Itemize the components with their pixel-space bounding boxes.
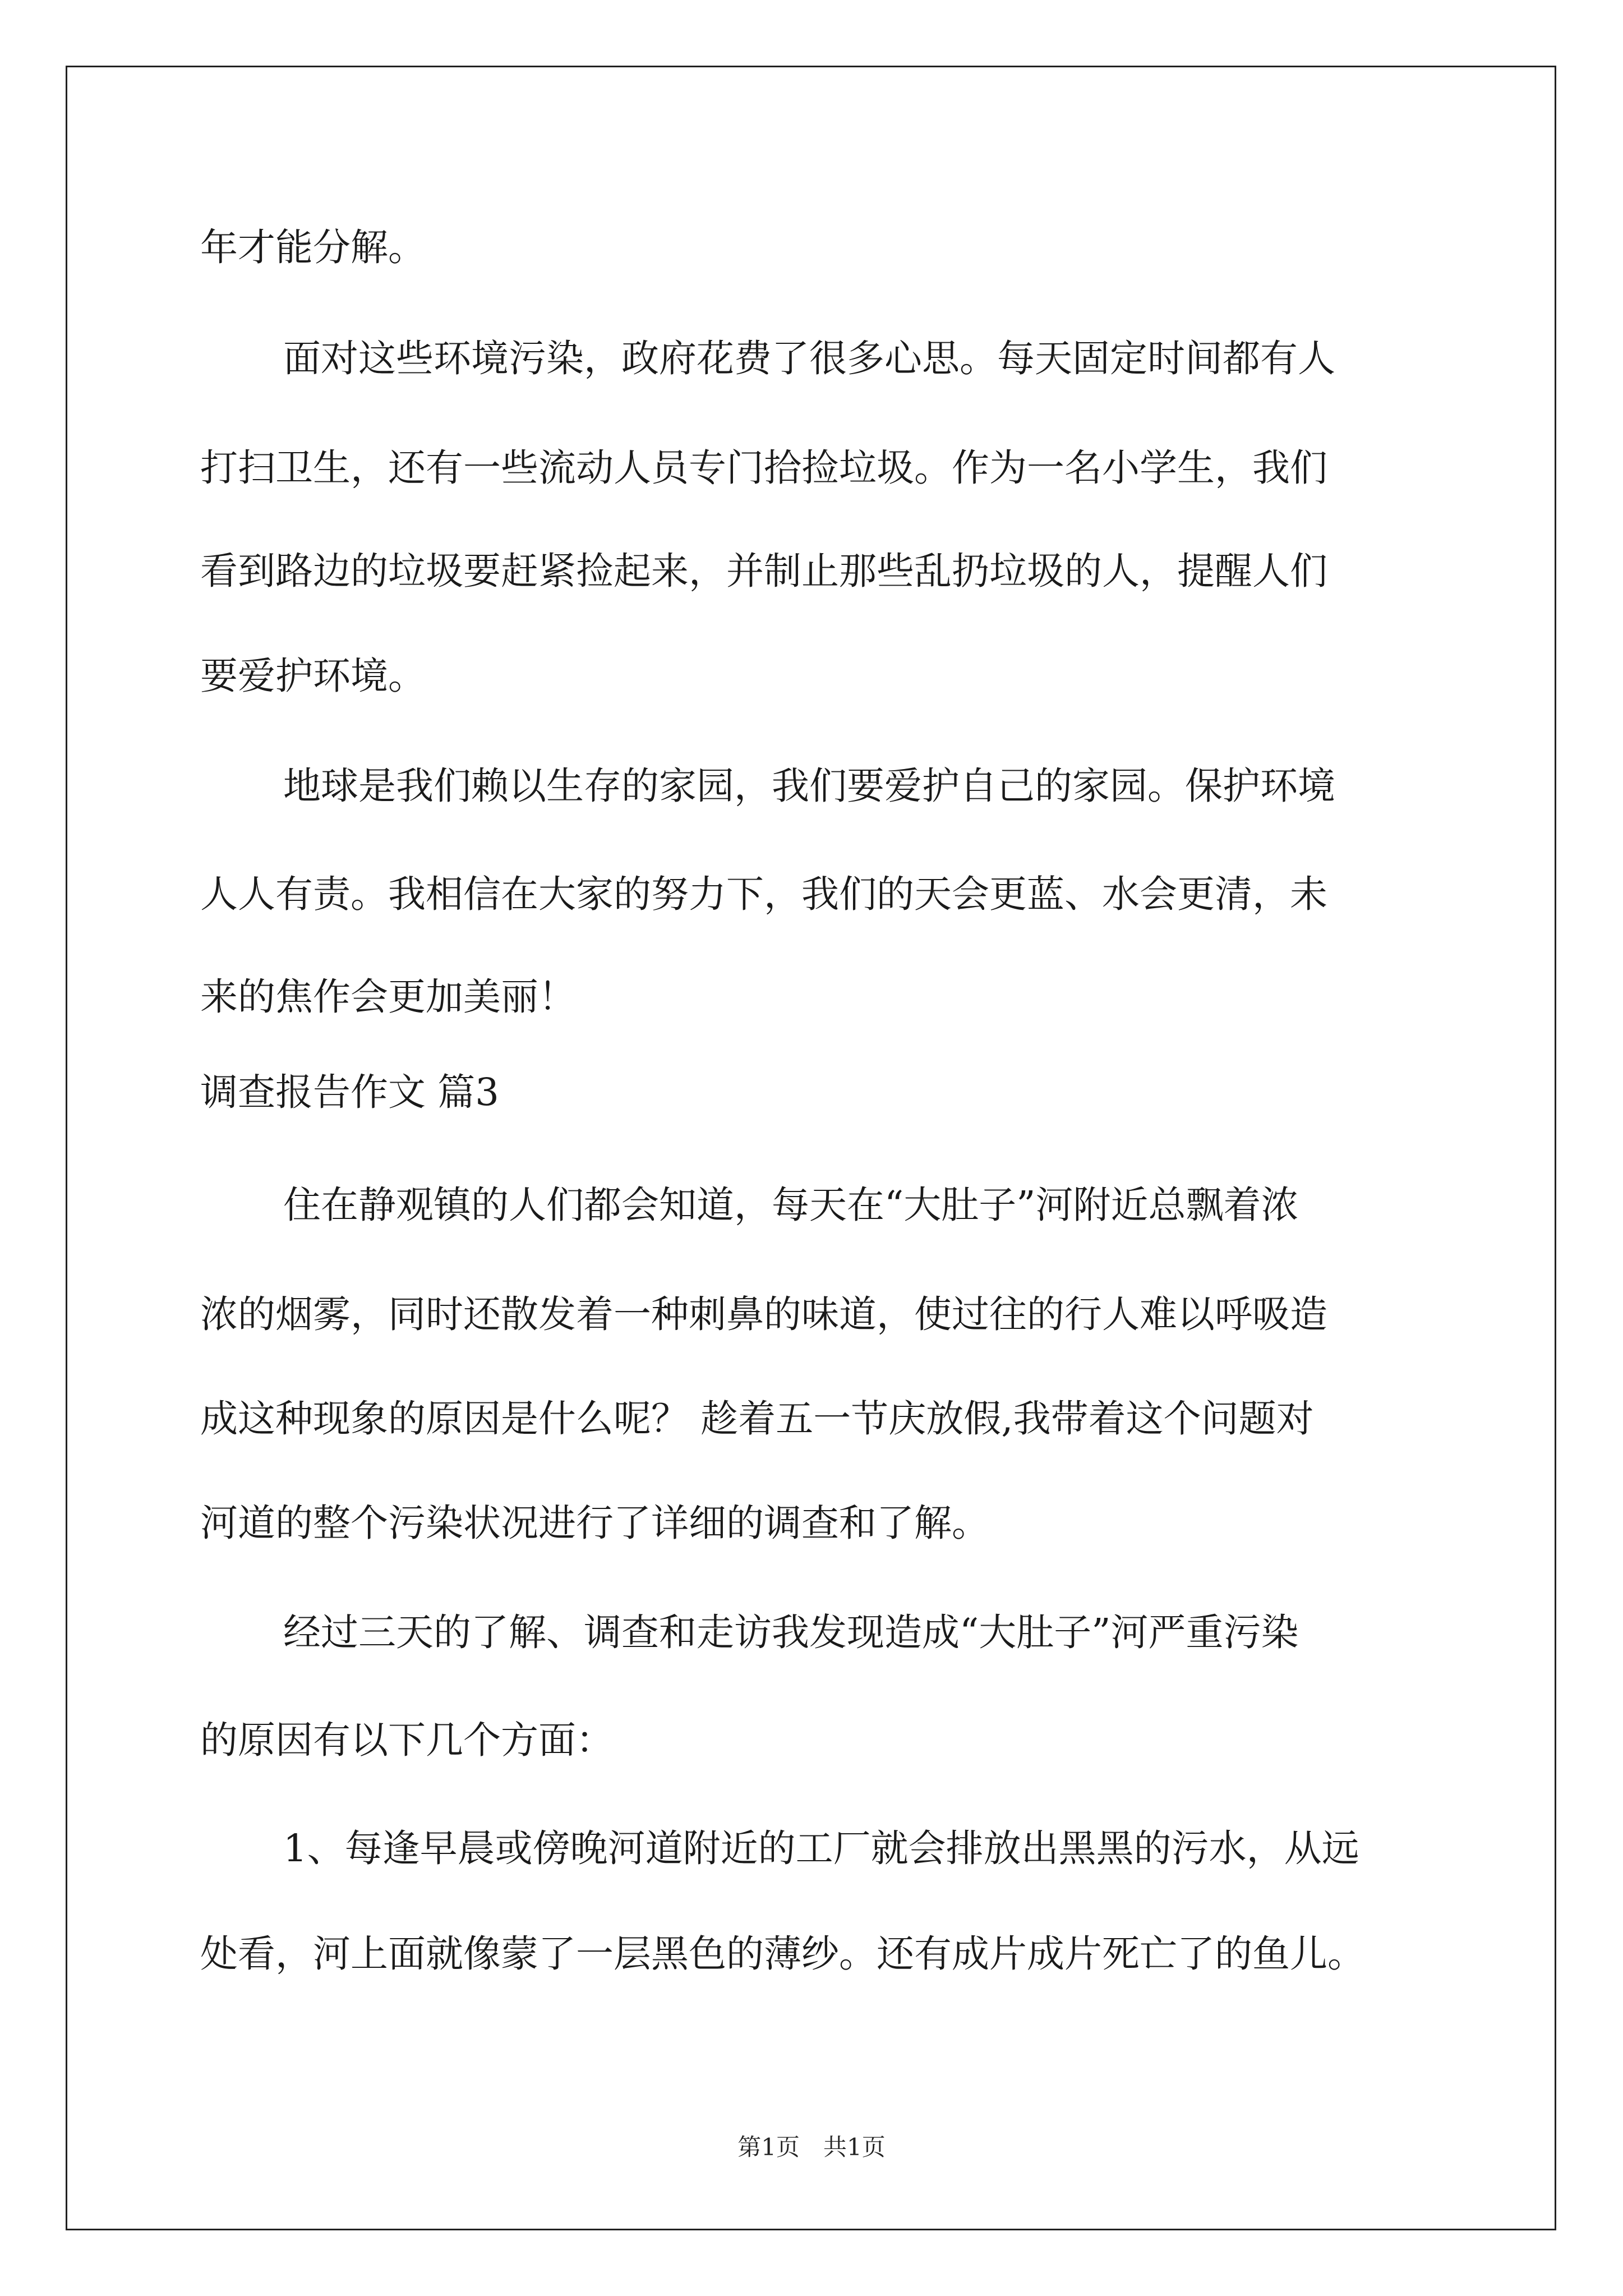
text-line-10: 住在静观镇的人们都会知道，每天在“大肚子”河附近总飘着浓 [283, 1183, 1299, 1227]
text-line-14: 经过三天的了解、调查和走访我发现造成“大肚子”河严重污染 [283, 1611, 1299, 1654]
text-line-15: 的原因有以下几个方面： [200, 1718, 614, 1762]
text-line-17: 处看，河上面就像蒙了一层黑色的薄纱。还有成片成片死亡了的鱼儿。 [200, 1932, 1365, 1976]
section-heading: 调查报告作文 篇3 [200, 1070, 499, 1114]
text-line-13: 河道的整个污染状况进行了详细的调查和了解。 [200, 1501, 989, 1545]
text-line-2: 面对这些环境污染，政府花费了很多心思。每天固定时间都有人 [283, 337, 1335, 380]
page-border [66, 66, 1556, 2230]
text-line-4: 看到路边的垃圾要赶紧捡起来，并制止那些乱扔垃圾的人，提醒人们 [200, 549, 1327, 593]
text-line-1: 年才能分解。 [200, 226, 426, 269]
text-line-3: 打扫卫生，还有一些流动人员专门拾捡垃圾。作为一名小学生，我们 [200, 446, 1327, 490]
text-line-16: 1、每逢早晨或傍晚河道附近的工厂就会排放出黑黑的污水，从远 [283, 1826, 1359, 1870]
text-line-5: 要爱护环境。 [200, 654, 426, 698]
text-line-12: 成这种现象的原因是什么呢？ 趁着五一节庆放假,我带着这个问题对 [200, 1397, 1314, 1441]
text-line-11: 浓的烟雾，同时还散发着一种刺鼻的味道，使过往的行人难以呼吸造 [200, 1292, 1327, 1336]
page-number-footer: 第1页 共1页 [737, 2133, 886, 2161]
text-line-6: 地球是我们赖以生存的家园，我们要爱护自己的家园。保护环境 [283, 764, 1335, 808]
text-line-8: 来的焦作会更加美丽！ [200, 975, 576, 1019]
text-line-7: 人人有责。我相信在大家的努力下，我们的天会更蓝、水会更清，未 [200, 872, 1327, 916]
